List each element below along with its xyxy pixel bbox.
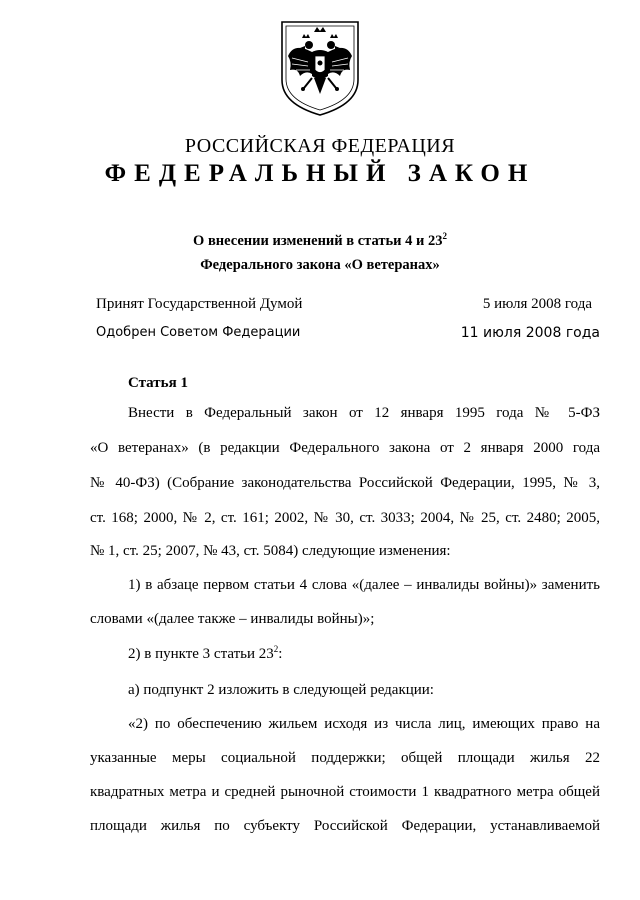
duma-label: Принят Государственной Думой [96, 296, 303, 312]
council-label: Одобрен Советом Федерации [96, 325, 301, 340]
duma-date: 5 июля 2008 года [482, 296, 592, 312]
body-line-11: указанные меры социальной поддержки; общей площади жилья 22 [90, 750, 600, 766]
body-line-3: № 40-ФЗ) (Собрание законодательства Российской Федерации, 1995, № 3, [90, 475, 600, 491]
body-line-1: Внести в Федеральный закон от 12 января 1995 года № 5-ФЗ [128, 405, 600, 421]
article-heading: Статья 1 [128, 375, 188, 391]
body-line-8: 2) в пункте 3 статьи $23^2$: [128, 644, 283, 662]
coat-of-arms-icon [278, 18, 362, 118]
law-title-line-1: О внесении изменений в статьи 4 и $23^2$ [193, 231, 447, 249]
body-line-10: «2) по обеспечению жильем исходя из числа лиц, имеющих право на [128, 716, 600, 732]
body-line-12: квадратных метра и средней рыночной стоимости 1 квадратного метра общей [90, 784, 600, 800]
title-superscript: 2 [442, 231, 447, 241]
country-name: РОССИЙСКАЯ ФЕДЕРАЦИЯ [184, 135, 456, 157]
law-type-heading: ФЕДЕРАЛЬНЫЙ ЗАКОН [104, 160, 536, 187]
body-line-13: площади жилья по субъекту Российской Федерации, устанавливаемой [90, 818, 600, 834]
body-superscript: 2 [273, 644, 279, 654]
body-line-7: словами «(далее также – инвалиды войны)»; [90, 611, 375, 627]
council-date: 11 июля 2008 года [460, 325, 600, 341]
body-line-6: 1) в абзаце первом статьи 4 слова «(далее – инвалиды войны)» заменить [128, 577, 600, 593]
body-line-2: «О ветеранах» (в редакции Федерального закона от 2 января 2000 года [90, 440, 600, 456]
body-line-4: ст. 168; 2000, № 2, ст. 161; 2002, № 30, ст. 3033; 2004, № 25, ст. 2480; 2005, [90, 510, 600, 526]
body-line-9: а) подпункт 2 изложить в следующей редакции: [128, 682, 434, 698]
law-title-line-2: Федерального закона «О ветеранах» [200, 257, 440, 273]
body-line-5: № 1, ст. 25; 2007, № 43, ст. 5084) следующие изменения: [90, 543, 451, 559]
